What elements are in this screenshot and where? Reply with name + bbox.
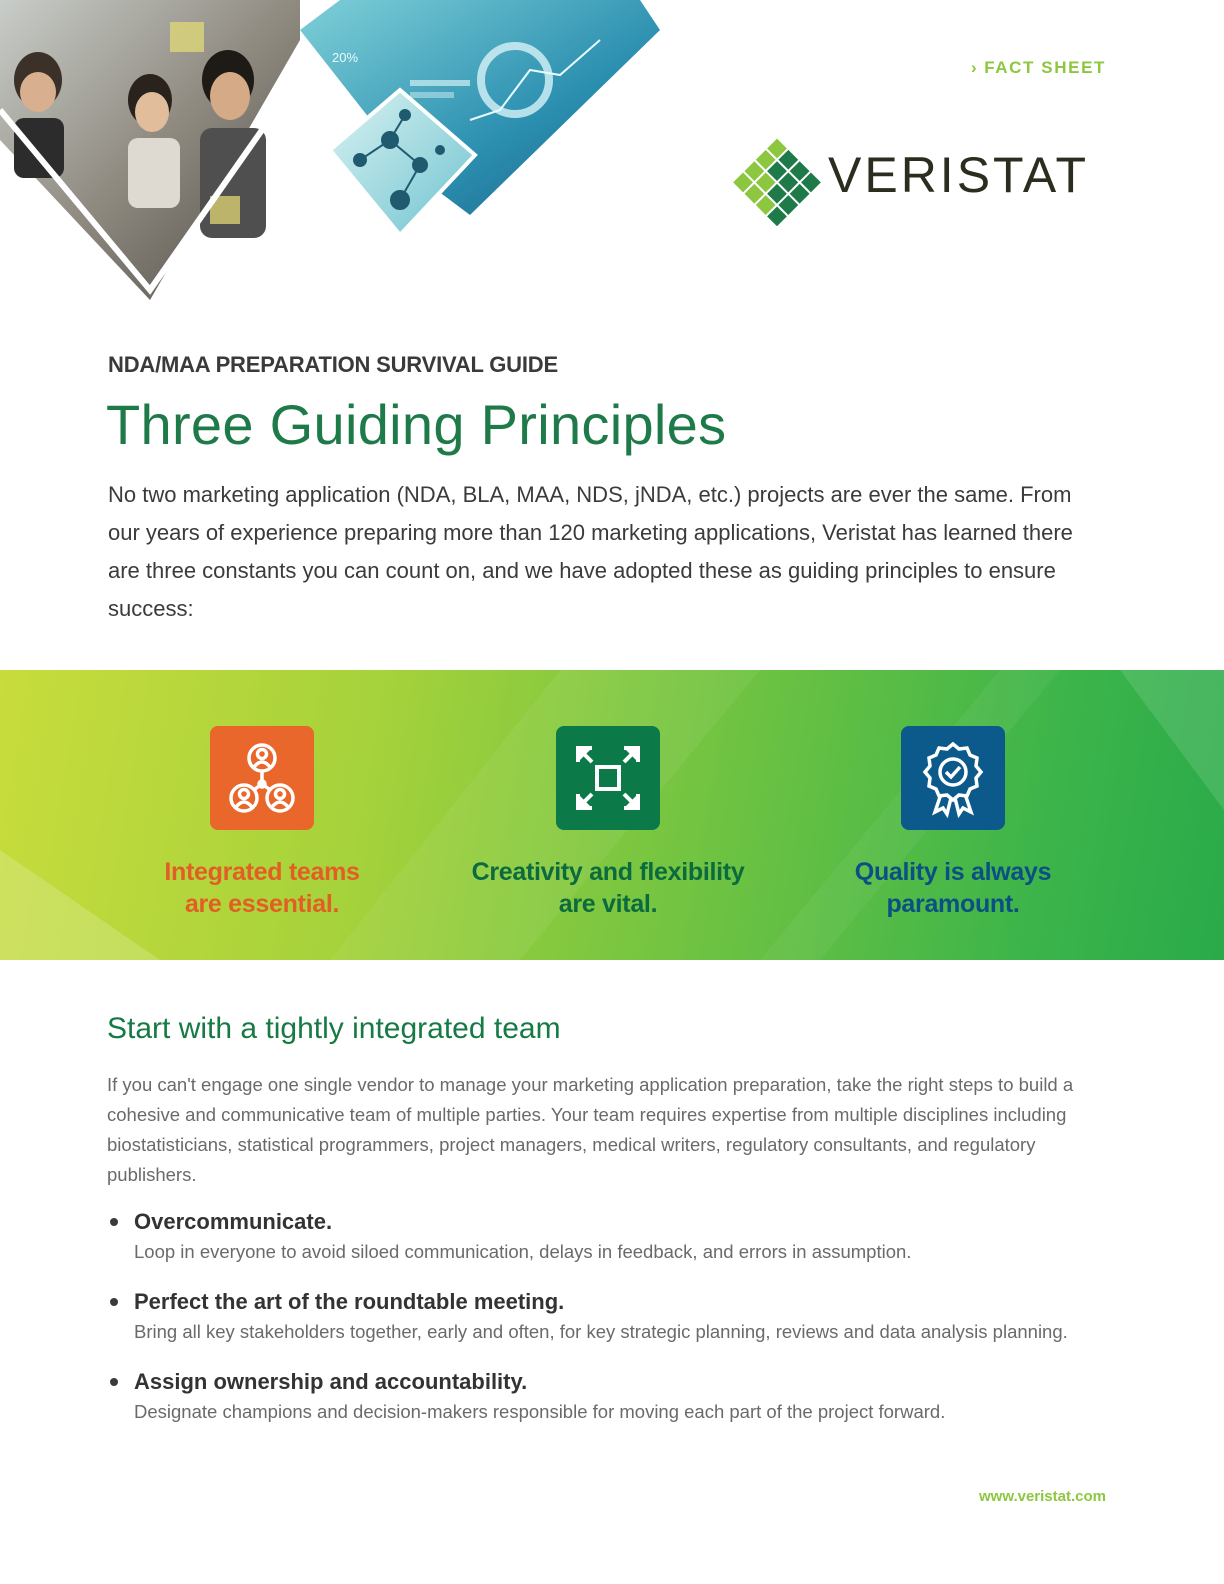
- principle-1-line-1: Integrated teams: [164, 858, 360, 886]
- logo-diamond-mark-icon: [732, 136, 822, 226]
- principle-3-line-2: paramount.: [886, 890, 1020, 918]
- team-network-icon: [210, 726, 314, 830]
- principles-band: [0, 670, 1224, 960]
- tip-heading: Perfect the art of the roundtable meeting.: [134, 1289, 565, 1314]
- bullet-icon: [110, 1298, 118, 1306]
- tip-heading: Overcommunicate.: [134, 1209, 333, 1234]
- page-title: Three Guiding Principles: [106, 393, 727, 456]
- tip-text: Loop in everyone to avoid siloed communication, delays in feedback, and errors in assumption.: [134, 1241, 912, 1262]
- award-ribbon-icon: [901, 726, 1005, 830]
- section-body: If you can't engage one single vendor to manage your marketing application preparation, take the right steps to build a cohesive and communicative team of multiple parties. Your team requires expertise from multiple disciplines including biostatisticians, statistical programmers, project managers, medical writers, regulatory consultants, and regulatory publishers.: [107, 1074, 1074, 1185]
- bullet-icon: [110, 1378, 118, 1386]
- tips-list: [108, 1206, 1118, 1446]
- tip-heading: Assign ownership and accountability.: [134, 1369, 528, 1394]
- footer-website-link[interactable]: www.veristat.com: [979, 1488, 1106, 1505]
- expand-arrows-icon: [556, 726, 660, 830]
- guide-kicker: NDA/MAA PREPARATION SURVIVAL GUIDE: [108, 352, 558, 377]
- section-title: Start with a tightly integrated team: [107, 1012, 561, 1045]
- list-item: [108, 1366, 1118, 1426]
- principle-3-line-1: Quality is always: [854, 858, 1052, 886]
- veristat-logo: [732, 136, 1112, 226]
- principle-2-line-1: Creativity and flexibility: [471, 858, 745, 886]
- intro-paragraph: No two marketing application (NDA, BLA, MAA, NDS, jNDA, etc.) projects are ever the same. From our years of experience preparing more than 120 marketing applications, Veristat has learned there are three constants you can count on, and we have adopted these as guiding principles to ensure success:: [108, 482, 1073, 621]
- list-item: [108, 1206, 1118, 1266]
- collage-percent-text: 20%: [332, 50, 359, 65]
- principle-creativity-flexibility: [448, 726, 768, 920]
- fact-sheet-label: › FACT SHEET: [970, 58, 1106, 77]
- bullet-icon: [110, 1218, 118, 1226]
- principle-quality: [793, 726, 1113, 920]
- principle-integrated-teams: [102, 726, 422, 920]
- tip-text: Designate champions and decision-makers responsible for moving each part of the project forward.: [134, 1401, 946, 1422]
- list-item: [108, 1286, 1118, 1346]
- principle-2-line-2: are vital.: [558, 890, 658, 918]
- hero-photo-collage: [0, 0, 680, 310]
- tip-text: Bring all key stakeholders together, early and often, for key strategic planning, reviews and data analysis planning.: [134, 1321, 1068, 1342]
- logo-wordmark: VERISTAT: [828, 147, 1090, 203]
- principle-1-line-2: are essential.: [184, 890, 340, 918]
- chevron-right-icon: ›: [970, 58, 979, 77]
